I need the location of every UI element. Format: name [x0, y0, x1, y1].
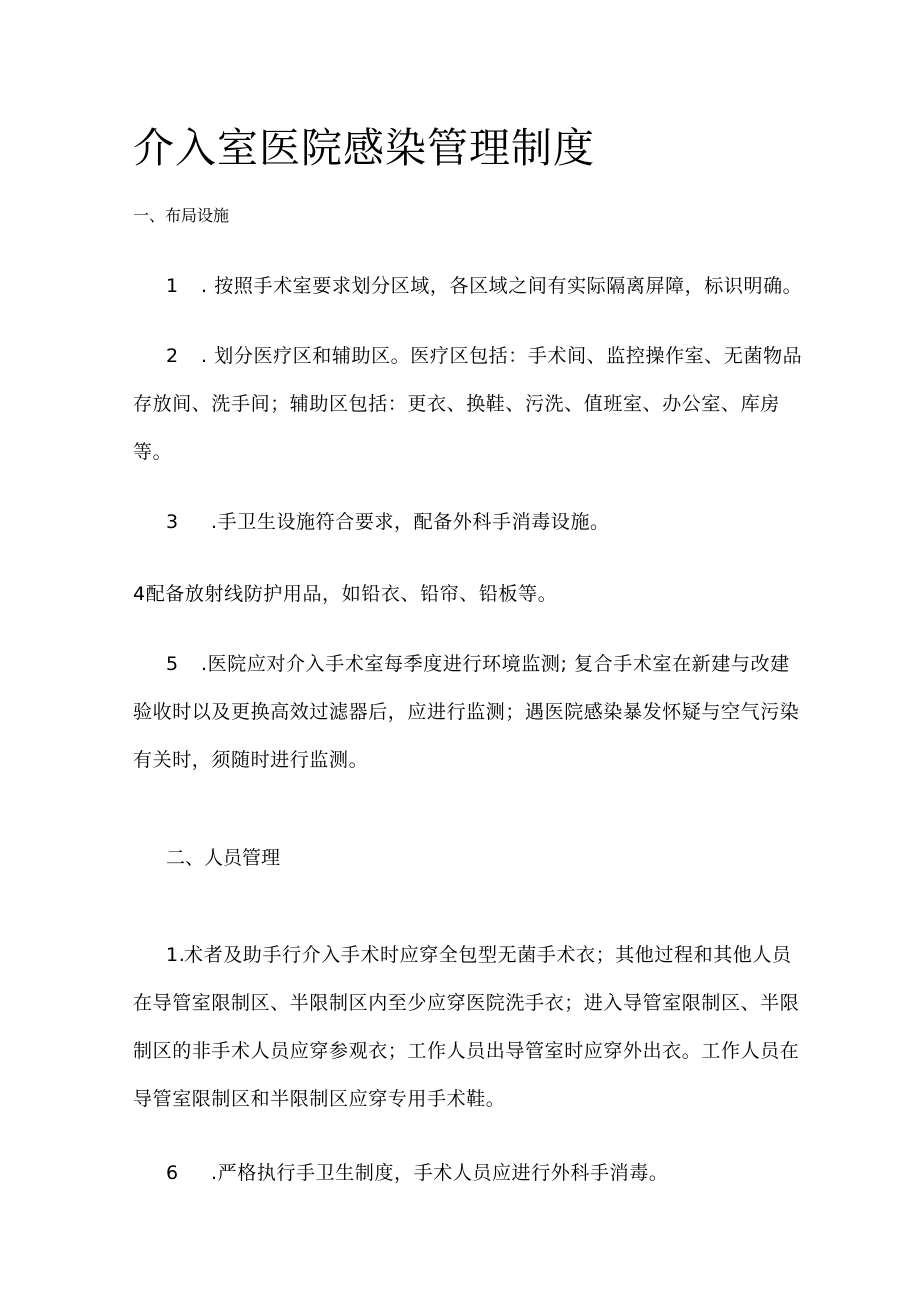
section-heading-personnel: 二、人员管理 — [166, 847, 281, 869]
paragraph-item — [133, 498, 803, 546]
item-number: 6 — [166, 1162, 179, 1184]
paragraph-item — [133, 1149, 803, 1197]
item-number: 3 — [166, 511, 179, 533]
paragraph-item — [133, 332, 803, 476]
section-heading-layout: 一、布局设施 — [133, 206, 230, 225]
item-text: . 划分医疗区和辅助区。医疗区包括：手术间、监控操作室、无菌物品存放间、洗手间；辅助区包括：更衣、换鞋、污洗、值班室、办公室、库房等。 — [133, 345, 803, 463]
paragraph-item — [133, 931, 803, 1123]
paragraph-item — [133, 570, 803, 618]
paragraph-item — [133, 262, 803, 310]
paragraph-item — [133, 640, 803, 784]
item-text: 配备放射线防护用品，如铅衣、铅帘、铅板等。 — [145, 583, 558, 605]
item-number: 1. — [166, 944, 186, 966]
item-number: 5 — [166, 653, 179, 675]
item-text: 术者及助手行介入手术时应穿全包型无菌手术衣；其他过程和其他人员在导管室限制区、半限制区内至少应穿医院洗手衣；进入导管室限制区、半限制区的非手术人员应穿参观衣；工作人员出导管室时应穿外出衣。工作人员在导管室限制区和半限制区应穿专用手术鞋。 — [133, 944, 800, 1110]
item-text: .医院应对介入手术室每季度进行环境监测; 复合手术室在新建与改建验收时以及更换高效过滤器后，应进行监测；遇医院感染暴发怀疑与空气污染有关时，须随时进行监测。 — [133, 653, 800, 771]
item-text: .手卫生设施符合要求，配备外科手消毒设施。 — [211, 511, 610, 533]
item-text: .严格执行手卫生制度，手术人员应进行外科手消毒。 — [211, 1162, 669, 1184]
item-number: 4 — [133, 583, 146, 605]
item-number: 1 — [166, 275, 179, 297]
item-number: 2 — [166, 345, 179, 367]
document-title: 介入室医院感染管理制度 — [133, 124, 595, 172]
item-text: . 按照手术室要求划分区域，各区域之间有实际隔离屏障，标识明确。 — [201, 275, 803, 297]
